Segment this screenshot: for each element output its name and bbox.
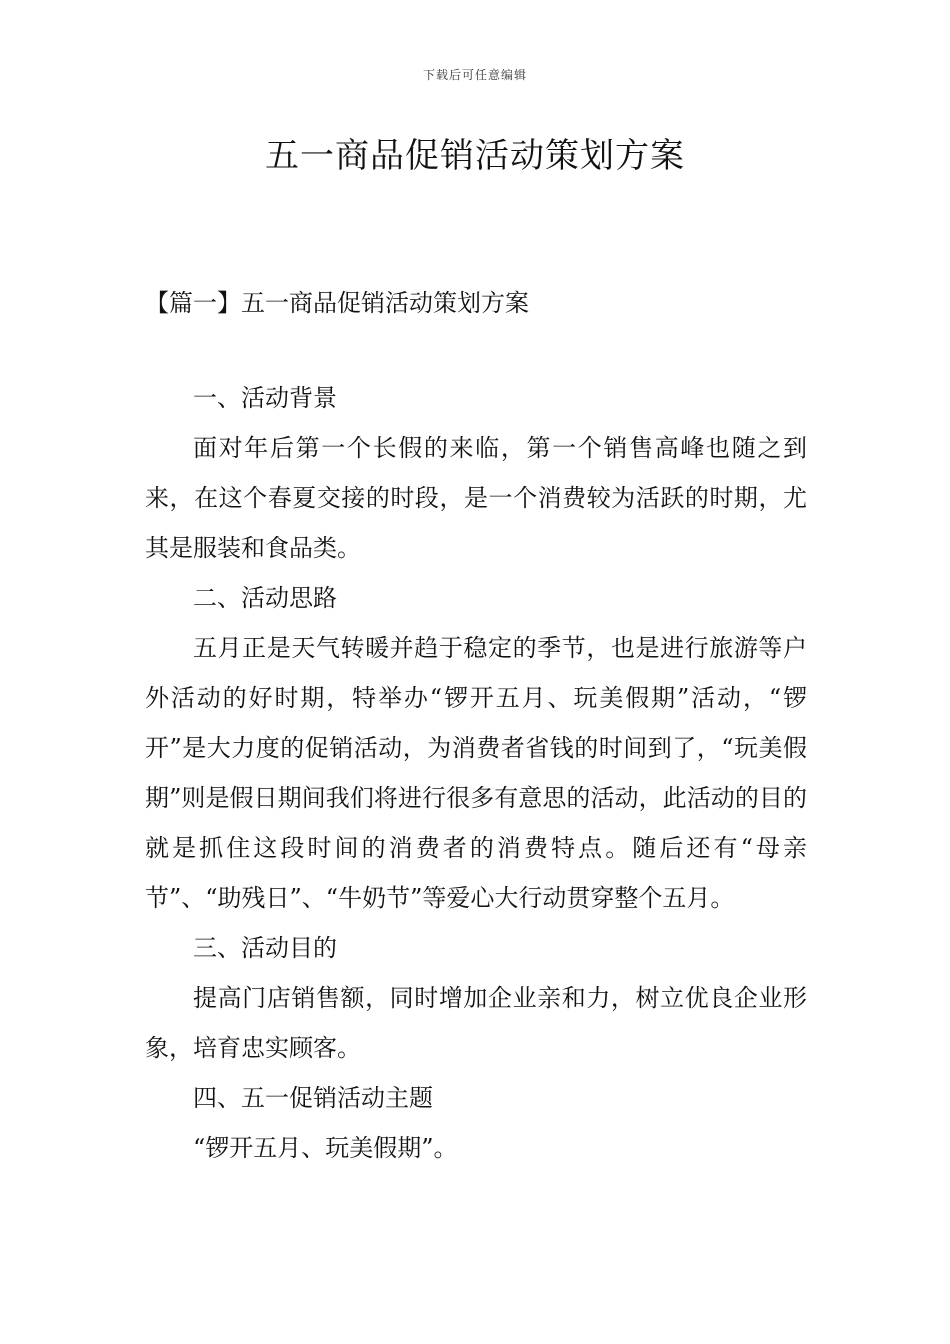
heading-activity-purpose: 三、活动目的 bbox=[193, 934, 337, 962]
heading-promotion-theme: 四、五一促销活动主题 bbox=[193, 1084, 433, 1112]
section-heading: 【篇一】五一商品促销活动策划方案 bbox=[145, 289, 529, 317]
document-body bbox=[145, 373, 807, 1173]
paragraph-activity-background: 面对年后第一个长假的来临，第一个销售高峰也随之到来，在这个春夏交接的时段，是一个消费较为活跃的时期，尤其是服装和食品类。 bbox=[145, 434, 807, 562]
document-title: 五一商品促销活动策划方案 bbox=[265, 136, 685, 176]
heading-activity-background: 一、活动背景 bbox=[193, 384, 337, 412]
paragraph-promotion-theme: “锣开五月、玩美假期”。 bbox=[193, 1134, 458, 1162]
header-note: 下载后可任意编辑 bbox=[422, 68, 527, 82]
paragraph-activity-idea: 五月正是天气转暖并趋于稳定的季节，也是进行旅游等户外活动的好时期，特举办“锣开五月、玩美假期”活动，“锣开”是大力度的促销活动，为消费者省钱的时间到了，“玩美假期”则是假日期间我们将进行很多有意思的活动，此活动的目的就是抓住这段时间的消费者的消费特点。随后还有“母亲节”、“助残日”、“牛奶节”等爱心大行动贯穿整个五月。 bbox=[145, 634, 807, 912]
paragraph-activity-purpose: 提高门店销售额，同时增加企业亲和力，树立优良企业形象，培育忠实顾客。 bbox=[145, 984, 807, 1062]
heading-activity-idea: 二、活动思路 bbox=[193, 584, 337, 612]
